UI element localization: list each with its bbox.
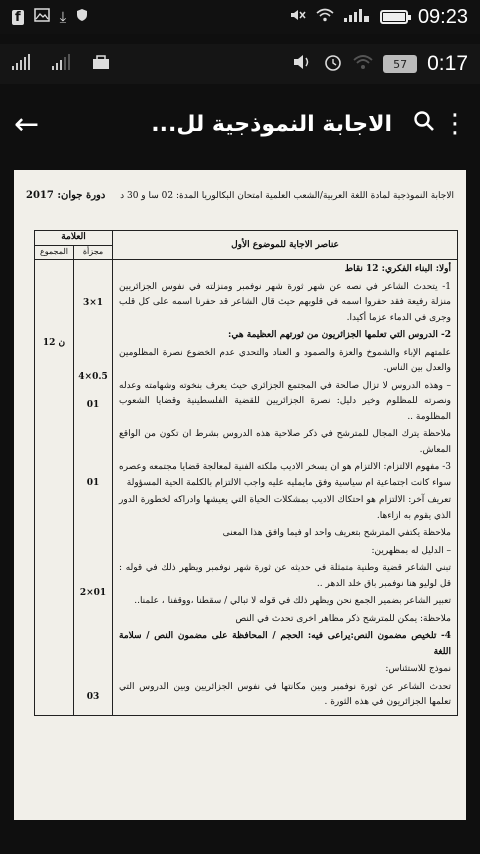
secondary-left-icons [12, 54, 110, 74]
answer-paragraph: – وهذه الدروس لا تزال صالحة في المجتمع الجزائري حيث يعرف بنخوته وشهامته وعدله ونصرته للمظلوم وخير دليل: نصرة الجزائريين للقضية الفلسطينية وقضايا الشعوب المظلومة .. [119, 380, 451, 422]
answer-paragraph: – الدليل له بمظهرين: [371, 545, 451, 556]
answer-note: ملاحظة يكتفي المترشح بتعريف واحد او فيما وافق هذا المعنى [222, 528, 451, 538]
partial-mark: 4×0.5 [78, 372, 108, 382]
partial-marks-column [74, 260, 113, 716]
wifi-icon-dim [353, 54, 373, 74]
signal-icon [344, 8, 370, 26]
clock: 09:23 [417, 5, 468, 28]
battery-icon [380, 10, 408, 24]
header-session: دورة جوان: 2017 [26, 190, 106, 201]
volume-icon [293, 53, 313, 75]
document-page [14, 170, 466, 820]
partial-mark: 2×01 [79, 588, 107, 598]
signal-icon-2 [52, 54, 82, 74]
answer-paragraph: تعبير الشاعر بضمير الجمع نحن ويظهر ذلك في قوله لا تبالي / سقطنا ،ووقفنا ، علمنا.. [134, 596, 451, 606]
facebook-icon: f [12, 10, 24, 25]
bottom-edge [0, 828, 480, 854]
page-title: الاجابة النموذجية لل... [151, 111, 392, 137]
bag-icon [92, 54, 110, 74]
answer-note: ملاحظة يترك المجال للمترشح في ذكر صلاحية هذه الدروس بشرط ان تكون من الواقع المعاش. [119, 429, 451, 455]
answer-note: ملاحظة: يمكن للمترشح ذكر مظاهر اخرى تحدث في النص [235, 613, 451, 624]
header-exam-info: الاجابة النموذجية لمادة اللغة العربية/الشعب العلمية امتحان البكالوريا المدة: 02 سا و 30 د [120, 190, 454, 201]
answer-paragraph: علمتهم الإباء والشموخ والعزة والصمود و العناد والتحدي عدم الخضوع نصرة المظلومين والعدل بين الناس. [119, 347, 451, 373]
items-header: عناصر الاجابة للموضوع الأول [113, 231, 458, 260]
answer-paragraph: نموذج للاستئناس: [385, 664, 451, 674]
battery-level: 57 [383, 55, 417, 73]
answer-table [34, 230, 458, 716]
section-heading: أولا: البناء الفكري: 12 نقاط [344, 264, 451, 274]
search-icon[interactable] [406, 110, 442, 138]
partial-mark: 3×1 [82, 298, 104, 308]
shield-icon [76, 8, 88, 26]
partial-mark: 01 [86, 478, 100, 488]
answer-paragraph: 2- الدروس التي تعلمها الجزائريون من ثورتهم العظيمة هي: [228, 330, 451, 340]
partial-mark: 03 [86, 692, 100, 702]
secondary-right-icons [293, 52, 468, 76]
status-bar [0, 0, 480, 34]
notification-icons [12, 8, 88, 26]
total-header: المجموع [35, 246, 74, 260]
total-mark: 12 ن [42, 338, 66, 348]
download-icon: ⤓ [59, 8, 67, 26]
document-header [26, 190, 454, 201]
alarm-icon [323, 53, 343, 75]
system-indicators [290, 6, 468, 29]
answer-paragraph: تعريف آخر: الالتزام هو احتكاك الاديب بمشكلات الحياة التي يعيشها وادراكه لخطورة الدور الذي يقوم به ازاءها. [119, 495, 451, 521]
total-marks-column [35, 260, 74, 716]
app-bar [0, 92, 480, 156]
answer-paragraph: تحدث الشاعر عن ثورة نوفمبر وبين مكانتها في نفوس الجزائريين وبين الدروس التي تعلمها الجزائريون في هذه الثورة . [119, 681, 451, 707]
marks-header: العلامة [35, 231, 113, 246]
answer-paragraph: تبني الشاعر قضية وطنية متمثلة في حديثه عن ثورة شهر نوفمبر ويظهر ذلك في قوله : قل لوليو هنا نوفمبر باق خلد الدهر .. [119, 563, 451, 589]
partial-header: مجزأة [74, 246, 113, 260]
answer-paragraph: 4- تلخيص مضمون النص:يراعى فيه: الحجم / المحافظة على مضمون النص / سلامة اللغة [119, 631, 451, 657]
answer-paragraph: 3- مفهوم الالتزام: الالتزام هو ان يسخر الاديب ملكته الفنية لمعالجة قضايا مجتمعه وعصره سواء كانت اجتماعية ام سياسية وفق مايمليه عليه واجب الالتزام بالكلمة الحية المسؤولة [119, 462, 451, 488]
image-icon [34, 8, 50, 26]
signal-icon [12, 54, 42, 74]
wifi-icon [316, 8, 334, 26]
status-bar-secondary [0, 44, 480, 84]
back-arrow-icon[interactable]: ← [14, 106, 40, 142]
mute-icon [290, 8, 306, 26]
answer-content [113, 260, 458, 716]
answer-paragraph: 1- يتحدث الشاعر في نصه عن شهر ثورة شهر نوفمبر ومنزلته في نفوس الجزائريين منزلة رفيعة فقد حفروا اسمه في قلوبهم حيث قال الشاعر قد حفرنا اسمه على كل قلب وجرى في الدماء عزما أكيدا. [119, 281, 451, 323]
overflow-menu-icon[interactable]: ⋮ [442, 109, 468, 139]
clock-secondary: 0:17 [427, 52, 468, 75]
partial-mark: 01 [86, 400, 100, 410]
